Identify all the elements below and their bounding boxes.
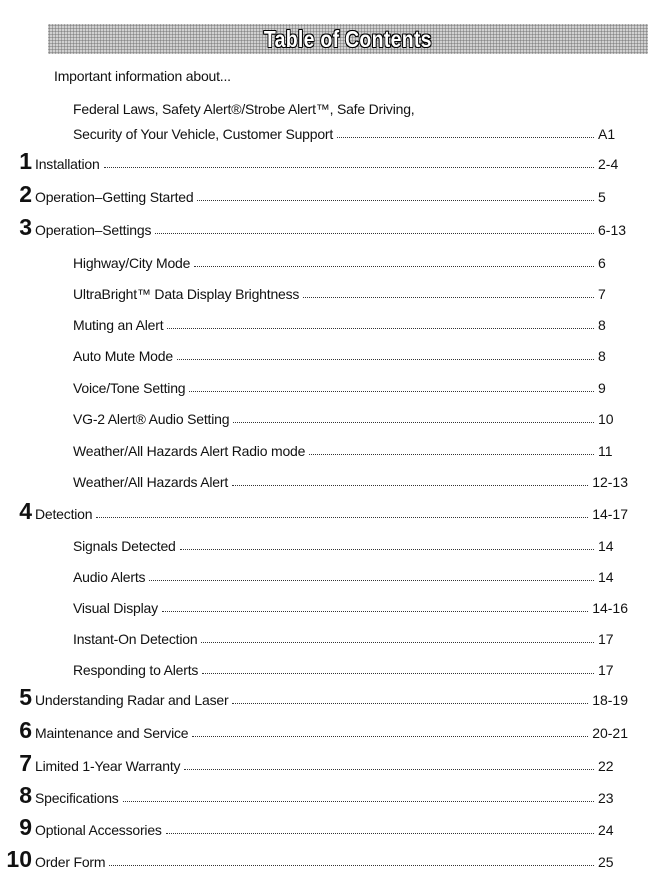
toc-entry-label: Visual Display — [73, 600, 158, 616]
toc-entry-page: 20-21 — [592, 725, 628, 741]
toc-section-4[interactable] — [10, 500, 628, 522]
dot-leader — [184, 769, 594, 770]
toc-entry-label: Understanding Radar and Laser — [35, 692, 229, 708]
toc-entry-label: Optional Accessories — [35, 822, 162, 838]
toc-entry-label: Audio Alerts — [73, 569, 146, 585]
dot-leader — [192, 736, 588, 737]
section-number: 2 — [19, 181, 32, 207]
toc-entry-page: 5 — [598, 189, 606, 205]
page-title: Table of Contents — [264, 25, 432, 52]
toc-entry-page: 14 — [598, 538, 614, 554]
toc-section-2[interactable] — [10, 183, 628, 205]
dot-leader — [309, 454, 594, 455]
toc-entry-label: Muting an Alert — [73, 317, 164, 333]
dot-leader — [162, 611, 588, 612]
toc-entry-label: Instant-On Detection — [73, 631, 198, 647]
toc-entry-page: 22 — [598, 758, 614, 774]
toc-entry-page: 11 — [598, 443, 613, 459]
toc-subentry[interactable] — [73, 625, 628, 647]
dot-leader — [337, 137, 594, 138]
dot-leader — [155, 233, 594, 234]
section-number: 6 — [19, 717, 32, 743]
toc-entry-label: Auto Mute Mode — [73, 348, 173, 364]
dot-leader — [177, 359, 594, 360]
toc-entry-label: Specifications — [35, 790, 119, 806]
section-number: 1 — [19, 148, 32, 174]
dot-leader — [149, 580, 594, 581]
toc-entry-page: 14 — [598, 569, 614, 585]
toc-entry-page: 23 — [598, 790, 614, 806]
toc-subentry[interactable] — [73, 656, 628, 678]
toc-entry-label: Weather/All Hazards Alert Radio mode — [73, 443, 306, 459]
toc-subentry[interactable] — [73, 468, 628, 490]
toc-section-8[interactable] — [10, 784, 628, 806]
dot-leader — [197, 200, 594, 201]
toc-entry-page: 8 — [598, 348, 606, 364]
section-number: 4 — [19, 498, 32, 524]
toc-entry-page: 7 — [598, 286, 606, 302]
toc-section-7[interactable] — [10, 752, 628, 774]
toc-entry-page: 2-4 — [598, 156, 619, 172]
section-number: 7 — [19, 750, 32, 776]
dot-leader — [232, 703, 588, 704]
toc-entry-page: 18-19 — [592, 692, 628, 708]
section-number: 5 — [19, 684, 32, 710]
toc-entry-page: A1 — [598, 126, 616, 142]
toc-entry-page: 6-13 — [598, 222, 627, 238]
toc-entry-label: Highway/City Mode — [73, 255, 191, 271]
dot-leader — [167, 328, 594, 329]
toc-entry-label: Security of Your Vehicle, Customer Support — [73, 126, 334, 142]
toc-entry-page: 14-17 — [592, 506, 628, 522]
toc-subentry[interactable] — [73, 249, 628, 271]
dot-leader — [194, 266, 594, 267]
toc-subentry[interactable] — [73, 532, 628, 554]
toc-subentry[interactable] — [73, 280, 628, 302]
toc-section-10[interactable] — [2, 848, 628, 870]
toc-entry-label: Installation — [35, 156, 100, 172]
toc-entry-page: 17 — [598, 631, 614, 647]
section-number: 9 — [19, 814, 32, 840]
toc-entry-label: Maintenance and Service — [35, 725, 189, 741]
toc-subentry[interactable] — [73, 563, 628, 585]
toc-entry-intro[interactable] — [73, 120, 628, 142]
toc-section-3[interactable] — [10, 216, 628, 238]
toc-section-6[interactable] — [10, 719, 628, 741]
toc-subentry[interactable] — [73, 437, 628, 459]
section-number: 10 — [6, 846, 32, 872]
toc-entry-page: 12-13 — [592, 474, 628, 490]
toc-entry-page: 17 — [598, 662, 614, 678]
toc-entry-label: Responding to Alerts — [73, 662, 199, 678]
section-number: 3 — [19, 214, 32, 240]
toc-entry-label: Signals Detected — [73, 538, 176, 554]
intro-line-1: Federal Laws, Safety Alert®/Strobe Alert™, Safe Driving, — [73, 101, 415, 117]
toc-entry-page: 9 — [598, 380, 606, 396]
section-number: 8 — [19, 782, 32, 808]
toc-entry-page: 24 — [598, 822, 614, 838]
toc-entry-page: 6 — [598, 255, 606, 271]
dot-leader — [166, 833, 594, 834]
toc-entry-label: Operation–Settings — [35, 222, 152, 238]
dot-leader — [303, 297, 594, 298]
dot-leader — [232, 485, 588, 486]
dot-leader — [109, 865, 594, 866]
toc-entry-page: 8 — [598, 317, 606, 333]
toc-subentry[interactable] — [73, 342, 628, 364]
toc-entry-page: 14-16 — [592, 600, 628, 616]
dot-leader — [104, 167, 594, 168]
dot-leader — [180, 549, 594, 550]
toc-entry-label: Voice/Tone Setting — [73, 380, 186, 396]
dot-leader — [96, 517, 588, 518]
toc-subentry[interactable] — [73, 374, 628, 396]
toc-entry-page: 10 — [598, 411, 614, 427]
dot-leader — [201, 642, 594, 643]
dot-leader — [202, 673, 594, 674]
toc-entry-page: 25 — [598, 854, 614, 870]
toc-entry-label: Weather/All Hazards Alert — [73, 474, 229, 490]
toc-section-1[interactable] — [10, 150, 628, 172]
toc-section-5[interactable] — [10, 686, 628, 708]
toc-section-9[interactable] — [10, 816, 628, 838]
dot-leader — [189, 391, 594, 392]
toc-subentry[interactable] — [73, 405, 628, 427]
intro-heading: Important information about... — [54, 68, 231, 84]
toc-entry-label: Operation–Getting Started — [35, 189, 194, 205]
dot-leader — [233, 422, 594, 423]
toc-subentry[interactable] — [73, 594, 628, 616]
toc-entry-label: Limited 1-Year Warranty — [35, 758, 181, 774]
toc-entry-label: Detection — [35, 506, 93, 522]
toc-subentry[interactable] — [73, 311, 628, 333]
toc-entry-label: Order Form — [35, 854, 106, 870]
toc-entry-label: VG-2 Alert® Audio Setting — [73, 411, 230, 427]
toc-entry-label: UltraBright™ Data Display Brightness — [73, 286, 300, 302]
title-banner — [48, 24, 648, 54]
dot-leader — [123, 801, 594, 802]
